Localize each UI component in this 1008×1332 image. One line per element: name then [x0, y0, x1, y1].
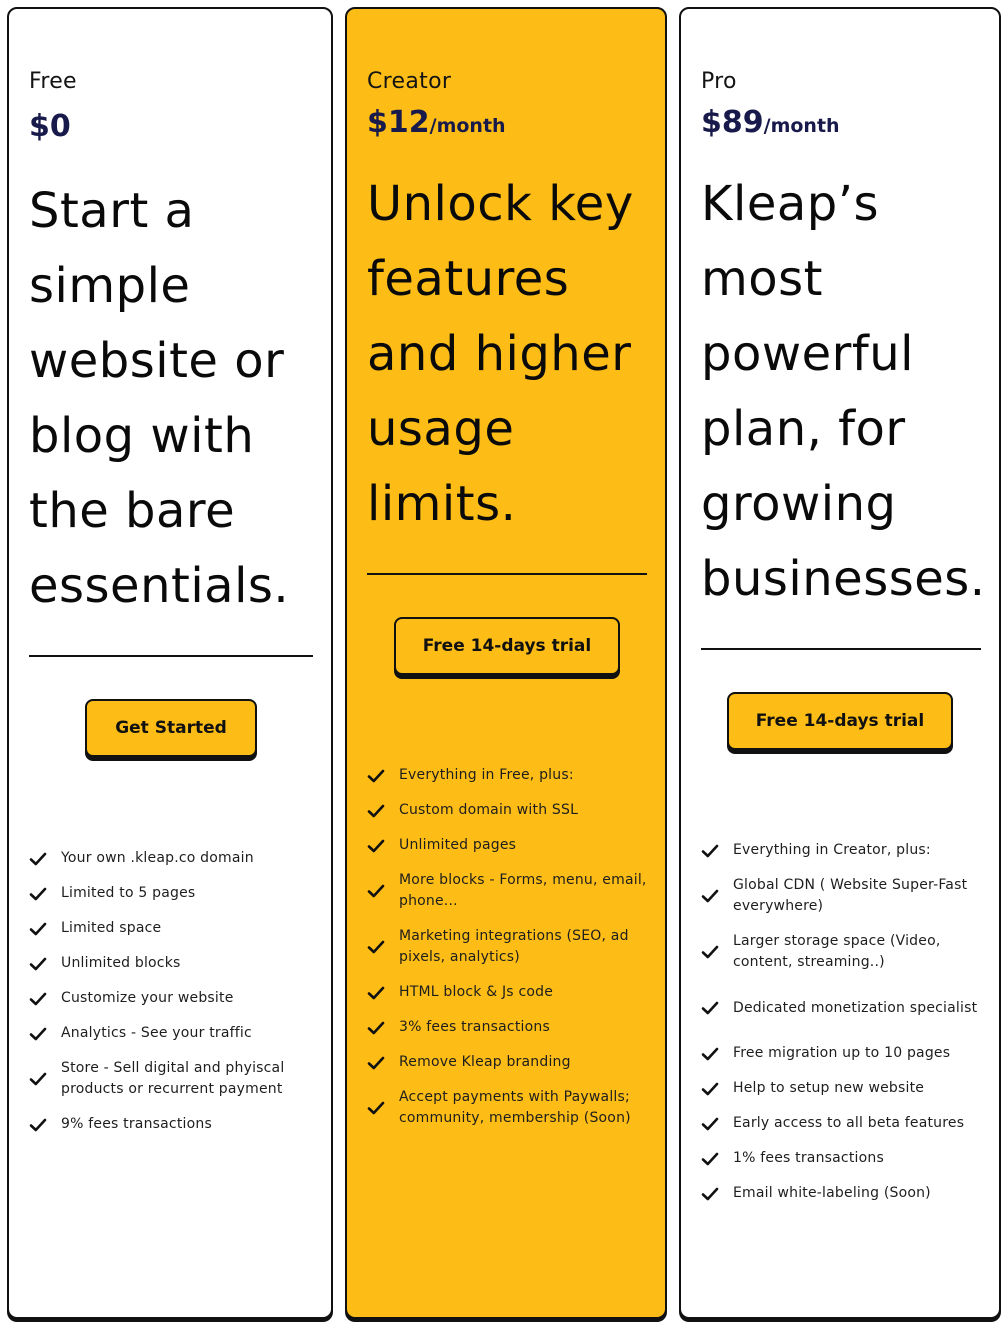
check-icon [29, 920, 47, 938]
plan-card-pro [679, 7, 1001, 1319]
check-icon [29, 1116, 47, 1134]
feature-item: Customize your website [29, 981, 314, 1016]
check-icon [367, 1054, 385, 1072]
check-icon [367, 1019, 385, 1037]
feature-item: Larger storage space (Video, content, streaming..) [701, 924, 986, 980]
free-trial-button[interactable]: Free 14-days trial [394, 617, 620, 675]
plan-card-free [7, 7, 333, 1319]
feature-item: Unlimited pages [367, 828, 652, 863]
feature-item: Analytics - See your traffic [29, 1016, 314, 1051]
feature-item: Free migration up to 10 pages [701, 1036, 986, 1071]
divider [367, 573, 647, 575]
feature-item: HTML block & Js code [367, 975, 652, 1010]
feature-item: Store - Sell digital and phyiscal products or recurrent payment [29, 1051, 314, 1107]
check-icon [701, 999, 719, 1017]
feature-item: Early access to all beta features [701, 1106, 986, 1141]
plan-tagline: Start a simple website or blog with the bare essentials. [29, 183, 290, 614]
check-icon [701, 1185, 719, 1203]
price-amount: $89 [701, 105, 764, 140]
check-icon [29, 955, 47, 973]
check-icon [367, 802, 385, 820]
price-amount: $12 [367, 105, 430, 140]
feature-item: Your own .kleap.co domain [29, 841, 314, 876]
feature-item: Remove Kleap branding [367, 1045, 652, 1080]
feature-item: Custom domain with SSL [367, 793, 652, 828]
check-icon [701, 842, 719, 860]
check-icon [29, 990, 47, 1008]
feature-item: Marketing integrations (SEO, ad pixels, analytics) [367, 919, 652, 975]
feature-item: Unlimited blocks [29, 946, 314, 981]
feature-item: 3% fees transactions [367, 1010, 652, 1045]
price-amount: $0 [29, 109, 71, 144]
plan-price [29, 109, 71, 144]
check-icon [367, 984, 385, 1002]
feature-item: Everything in Free, plus: [367, 758, 652, 793]
check-icon [29, 850, 47, 868]
check-icon [701, 1080, 719, 1098]
check-icon [367, 1099, 385, 1117]
price-period: /month [429, 115, 506, 137]
feature-item: More blocks - Forms, menu, email, phone... [367, 863, 652, 919]
feature-item: Help to setup new website [701, 1071, 986, 1106]
check-icon [701, 1115, 719, 1133]
divider [701, 648, 981, 650]
check-icon [367, 837, 385, 855]
feature-list [701, 833, 986, 1211]
feature-item: 9% fees transactions [29, 1107, 314, 1142]
plan-price [701, 105, 840, 140]
check-icon [701, 1150, 719, 1168]
check-icon [29, 1025, 47, 1043]
plan-name: Pro [701, 69, 737, 94]
feature-item: Limited to 5 pages [29, 876, 314, 911]
check-icon [701, 943, 719, 961]
check-icon [29, 885, 47, 903]
feature-item: Accept payments with Paywalls; community, membership (Soon) [367, 1080, 652, 1136]
feature-item: 1% fees transactions [701, 1141, 986, 1176]
get-started-button[interactable]: Get Started [85, 699, 257, 757]
check-icon [701, 887, 719, 905]
plan-price [367, 105, 506, 140]
plan-name: Free [29, 69, 77, 94]
check-icon [367, 938, 385, 956]
plan-card-creator [345, 7, 667, 1319]
check-icon [701, 1045, 719, 1063]
feature-item: Global CDN ( Website Super-Fast everywhere) [701, 868, 986, 924]
feature-item: Email white-labeling (Soon) [701, 1176, 986, 1211]
divider [29, 655, 313, 657]
feature-list [29, 841, 314, 1142]
check-icon [367, 882, 385, 900]
feature-item: Dedicated monetization specialist [701, 980, 986, 1036]
feature-list [367, 758, 652, 1136]
plan-tagline: Unlock key features and higher usage limits. [367, 176, 634, 532]
feature-item: Everything in Creator, plus: [701, 833, 986, 868]
free-trial-button[interactable]: Free 14-days trial [727, 692, 953, 750]
check-icon [29, 1070, 47, 1088]
check-icon [367, 767, 385, 785]
plan-tagline: Kleap’s most powerful plan, for growing businesses. [701, 176, 986, 607]
feature-item: Limited space [29, 911, 314, 946]
plan-name: Creator [367, 69, 452, 94]
price-period: /month [763, 115, 840, 137]
